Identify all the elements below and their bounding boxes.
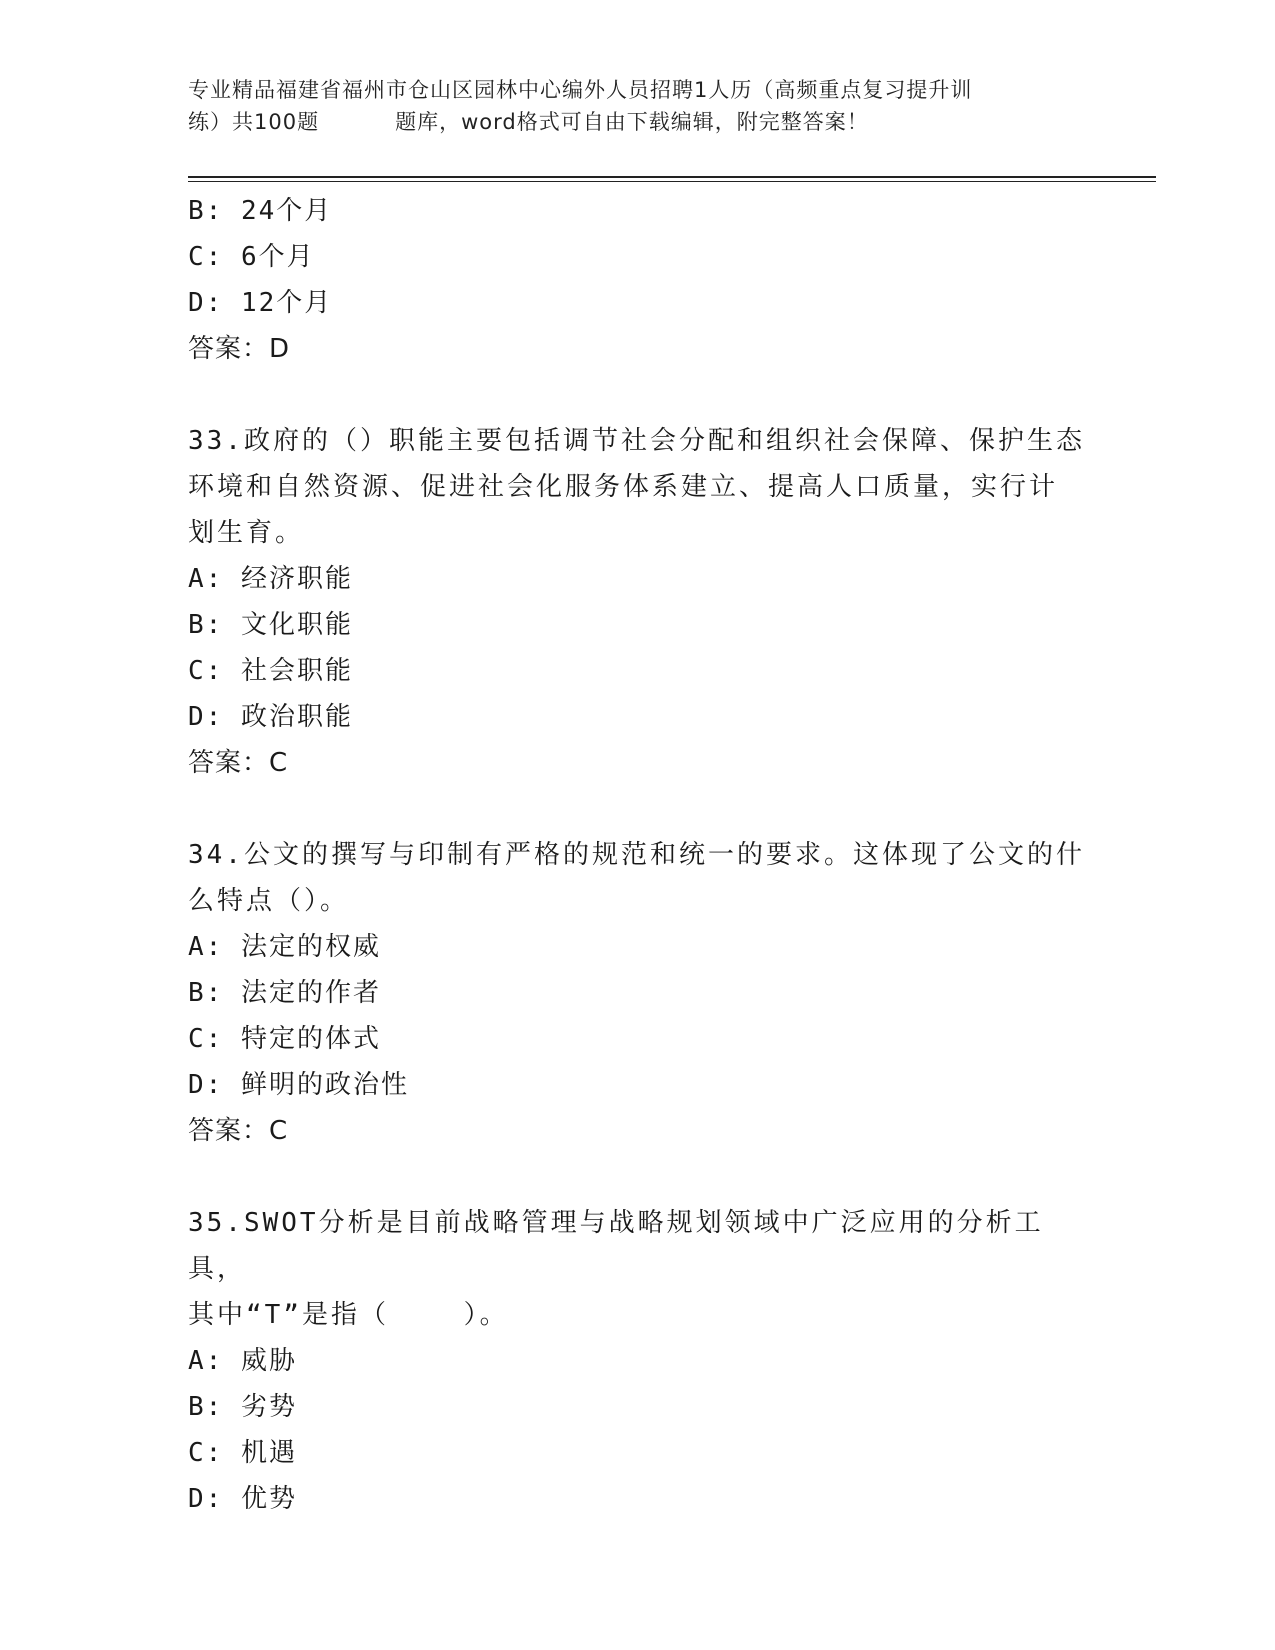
question-list xyxy=(188,188,1088,1522)
question-text-line: 34.公文的撰写与印制有严格的规范和统一的要求。这体现了公文的什 xyxy=(188,840,1085,870)
header-title-line-1: 专业精品福建省福州市仓山区园林中心编外人员招聘1人历（高频重点复习提升训 xyxy=(188,78,973,102)
option-b: B: 文化职能 xyxy=(188,610,353,640)
answer-line: 答案：D xyxy=(188,334,291,364)
option-d: D: 政治职能 xyxy=(188,702,353,732)
option-c: C: 6个月 xyxy=(188,242,315,272)
option-d: D: 优势 xyxy=(188,1484,297,1514)
header-title-part-b: 题库，word格式可自由下载编辑，附完整答案！ xyxy=(395,110,869,134)
option-b: B: 劣势 xyxy=(188,1392,297,1422)
question-text-line: 划生育。 xyxy=(188,518,305,548)
option-a: A: 经济职能 xyxy=(188,564,353,594)
question-text-line: 么特点（）。 xyxy=(188,886,350,916)
header-divider-thick xyxy=(188,176,1156,178)
question-33 xyxy=(188,418,1088,786)
question-34 xyxy=(188,832,1088,1154)
option-c: C: 特定的体式 xyxy=(188,1024,381,1054)
option-d: D: 鲜明的政治性 xyxy=(188,1070,409,1100)
header-divider-thin xyxy=(188,181,1156,182)
option-c: C: 社会职能 xyxy=(188,656,353,686)
question-text-line: 其中“T”是指（ ）。 xyxy=(188,1300,509,1330)
option-a: A: 法定的权威 xyxy=(188,932,381,962)
header-title-line-2 xyxy=(188,106,1088,138)
option-b: B: 法定的作者 xyxy=(188,978,381,1008)
document-header xyxy=(188,74,1088,138)
answer-line: 答案：C xyxy=(188,1116,289,1146)
question-text-line: 35.SWOT分析是目前战略管理与战略规划领域中广泛应用的分析工具， xyxy=(188,1208,1044,1284)
option-a: A: 威胁 xyxy=(188,1346,297,1376)
option-d: D: 12个月 xyxy=(188,288,333,318)
option-c: C: 机遇 xyxy=(188,1438,297,1468)
header-title-part-a: 练）共100题 xyxy=(188,110,320,134)
question-text-line: 环境和自然资源、促进社会化服务体系建立、提高人口质量，实行计 xyxy=(188,472,1059,502)
question-35 xyxy=(188,1200,1088,1522)
question-32-continued xyxy=(188,188,1088,372)
answer-line: 答案：C xyxy=(188,748,289,778)
question-text-line: 33.政府的（）职能主要包括调节社会分配和组织社会保障、保护生态 xyxy=(188,426,1085,456)
option-b: B: 24个月 xyxy=(188,196,333,226)
